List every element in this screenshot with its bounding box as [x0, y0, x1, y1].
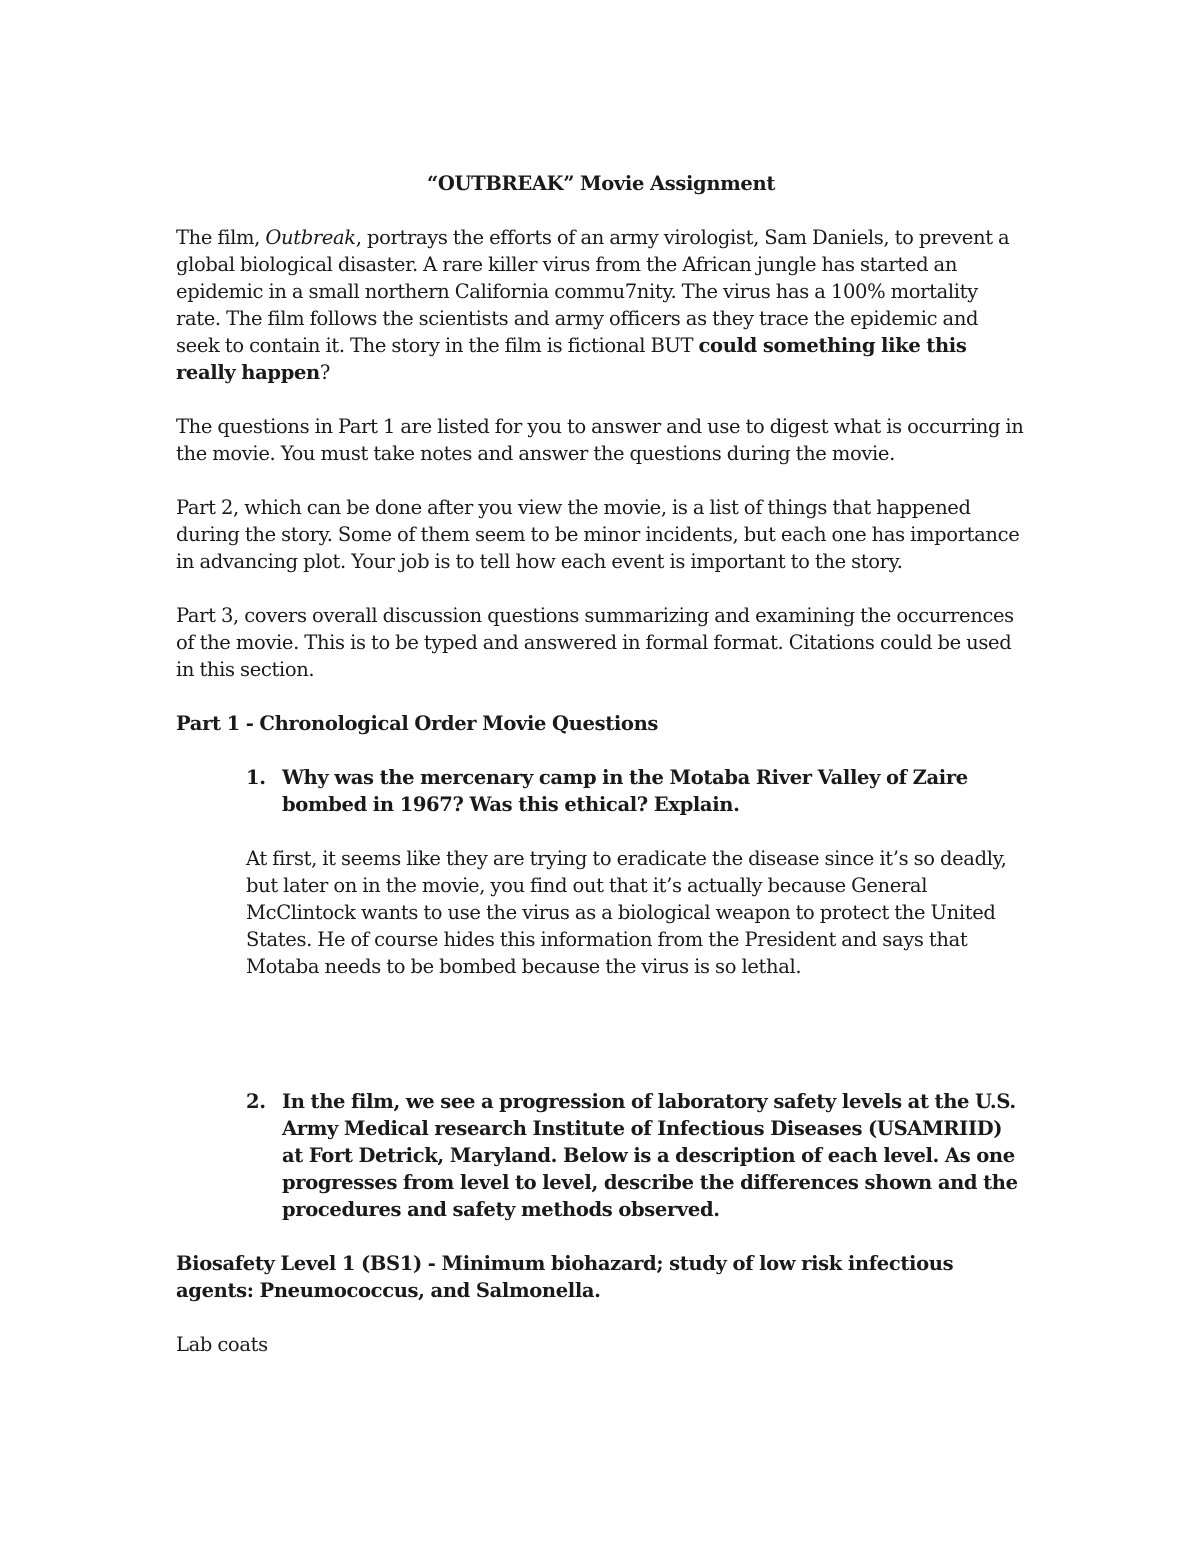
question-2 [176, 1088, 1026, 1223]
intro-text-body: , portrays the efforts of an army virologist, Sam Daniels, to prevent a global biological disaster. A rare killer virus from the African jungle has started an epidemic in a small northern California commu7nity. The virus has a 100% mortality rate. The film follows the scientists and army officers as they trace the epidemic and seek to contain it. The story in the film is fictional BUT [176, 226, 1010, 357]
document-body [176, 170, 1026, 1385]
answer-blank-space [176, 980, 1026, 1088]
intro-paragraph [176, 224, 1026, 386]
question-1 [176, 764, 1026, 818]
question-1-number: 1. [246, 766, 266, 789]
intro-bold-question: could something like this really happen [176, 334, 967, 384]
question-2-text: In the film, we see a progression of laboratory safety levels at the U.S. Army Medical research Institute of Infectious Diseases (USAMRIID) at Fort Detrick, Maryland. Below is a description of each level. As one progresses from level to level, describe the differences shown and the procedures and safety methods observed. [282, 1090, 1018, 1221]
part3-description: Part 3, covers overall discussion questions summarizing and examining the occurrences of the movie. This is to be typed and answered in formal format. Citations could be used in this section. [176, 604, 1014, 681]
part2-description: Part 2, which can be done after you view the movie, is a list of things that happened during the story. Some of them seem to be minor incidents, but each one has importance in advancing plot. Your job is to tell how each event is important to the story. [176, 496, 1020, 573]
question-1-text: Why was the mercenary camp in the Motaba River Valley of Zaire bombed in 1967? Was this ethical? Explain. [282, 766, 968, 816]
document-title: “OUTBREAK” Movie Assignment [427, 172, 775, 195]
part1-heading: Part 1 - Chronological Order Movie Questions [176, 712, 659, 735]
bsl1-answer: Lab coats [176, 1333, 268, 1356]
intro-text-end: ? [319, 361, 330, 384]
part1-description: The questions in Part 1 are listed for you to answer and use to digest what is occurring in the movie. You must take notes and answer the questions during the movie. [176, 415, 1024, 465]
bsl1-heading: Biosafety Level 1 (BS1) - Minimum biohazard; study of low risk infectious agents: Pneumococcus, and Salmonella. [176, 1252, 954, 1302]
question-1-answer: At first, it seems like they are trying to eradicate the disease since it’s so deadly, but later on in the movie, you find out that it’s actually because General McClintock wants to use the virus as a biological weapon to protect the United States. He of course hides this information from the President and says that Motaba needs to be bombed because the virus is so lethal. [246, 847, 1007, 978]
intro-text-start: The film, [176, 226, 266, 249]
question-2-number: 2. [246, 1090, 266, 1113]
film-name: Outbreak [265, 226, 356, 249]
